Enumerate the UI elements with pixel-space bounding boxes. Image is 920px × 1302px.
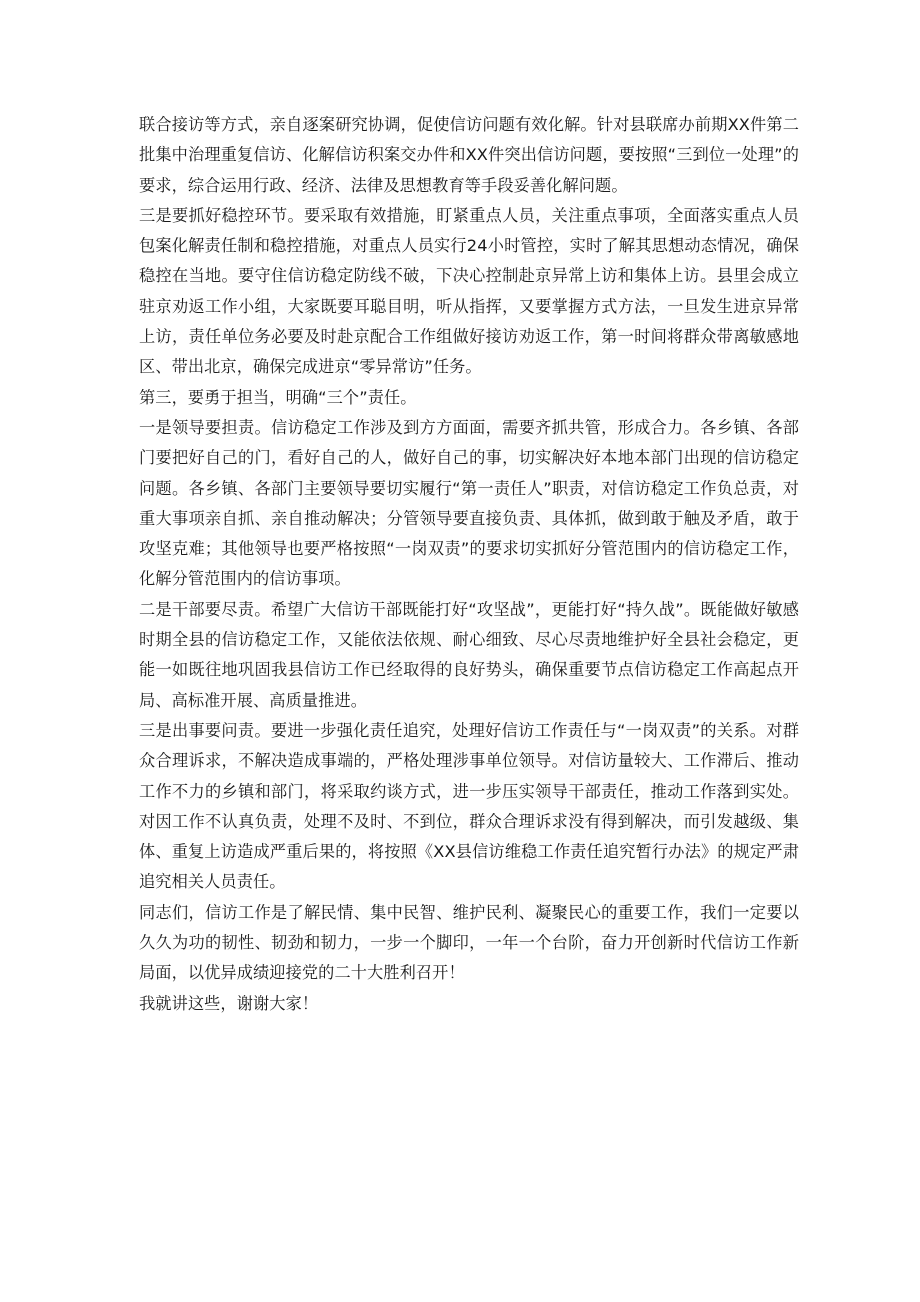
- paragraph-leaders-responsibility: 一是领导要担责。信访稳定工作涉及到方方面面，需要齐抓共管，形成合力。各乡镇、各部门要把好自己的门，看好自己的人，做好自己的事，切实解决好本地本部门出现的信访稳定问题。各乡镇、各部门主要领导要切实履行“第一责任人”职责，对信访稳定工作负总责，对重大事项亲自抓、亲自推动解决；分管领导要直接负责、具体抓，做到敢于触及矛盾，敢于攻坚克难；其他领导也要严格按照“一岗双责”的要求切实抓好分管范围内的信访稳定工作，化解分管范围内的信访事项。: [139, 417, 799, 589]
- paragraph-accountability: 三是出事要问责。要进一步强化责任追究，处理好信访工作责任与“一岗双责”的关系。对群众合理诉求，不解决造成事端的，严格处理涉事单位领导。对信访量较大、工作滞后、推动工作不力的乡镇和部门，将采取约谈方式，进一步压实领导干部责任，推动工作落到实处。对因工作不认真负责，处理不及时、不到位，群众合理诉求没有得到解决，而引发越级、集体、重复上访造成严重后果的，将按照《XX县信访维稳工作责任追究暂行办法》的规定严肃追究相关人员责任。: [139, 720, 799, 892]
- paragraph-thanks: 我就讲这些，谢谢大家！: [139, 993, 319, 1013]
- paragraph-cadres-responsibility: 二是干部要尽责。希望广大信访干部既能打好“攻坚战”，更能打好“持久战”。既能做好敏感时期全县的信访稳定工作，又能依法依规、耐心细致、尽心尽责地维护好全县社会稳定，更能一如既往地巩固我县信访工作已经取得的良好势头，确保重要节点信访稳定工作高起点开局、高标准开展、高质量推进。: [139, 599, 799, 710]
- document-body: [139, 110, 799, 1019]
- section-heading-third: 第三，要勇于担当，明确“三个”责任。: [139, 387, 417, 407]
- paragraph-2: 三是要抓好稳控环节。要采取有效措施，盯紧重点人员，关注重点事项，全面落实重点人员包案化解责任制和稳控措施，对重点人员实行24小时管控，实时了解其思想动态情况，确保稳控在当地。要守住信访稳定防线不破，下决心控制赴京异常上访和集体上访。县里会成立驻京劝返工作小组，大家既要耳聪目明，听从指挥，又要掌握方式方法，一旦发生进京异常上访，责任单位务必要及时赴京配合工作组做好接访劝返工作，第一时间将群众带离敏感地区、带出北京，确保完成进京“零异常访”任务。: [139, 205, 799, 377]
- paragraph-closing: 同志们，信访工作是了解民情、集中民智、维护民利、凝聚民心的重要工作，我们一定要以久久为功的韧性、韧劲和韧力，一步一个脚印，一年一个台阶，奋力开创新时代信访工作新局面，以优异成绩迎接党的二十大胜利召开！: [139, 902, 799, 983]
- paragraph-1: 联合接访等方式，亲自逐案研究协调，促使信访问题有效化解。针对县联席办前期XX件第二批集中治理重复信访、化解信访积案交办件和XX件突出信访问题，要按照“三到位一处理”的要求，综合运用行政、经济、法律及思想教育等手段妥善化解问题。: [139, 115, 799, 195]
